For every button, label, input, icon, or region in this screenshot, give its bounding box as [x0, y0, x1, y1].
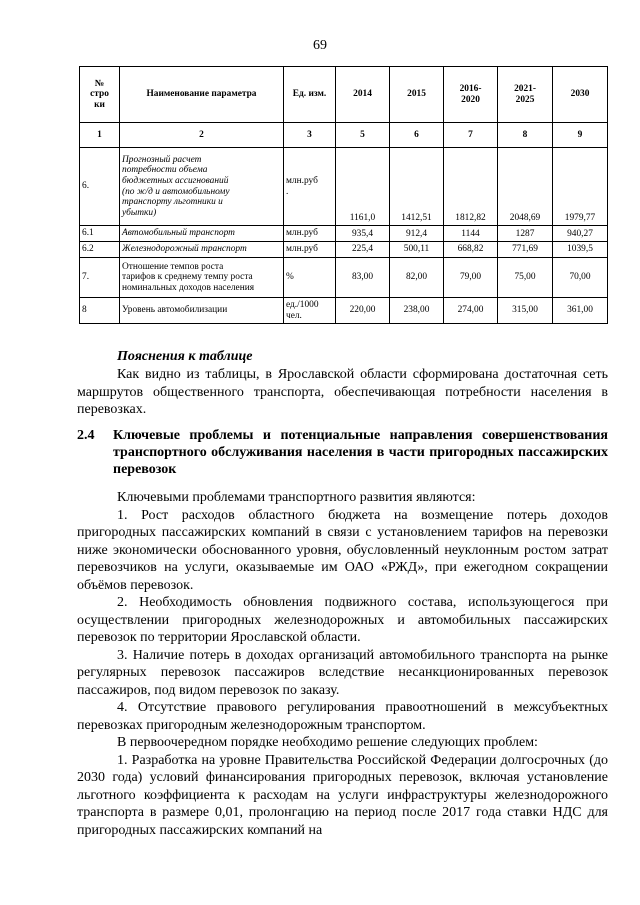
row-name: Уровень автомобилизации — [120, 298, 284, 324]
parameters-table — [79, 66, 608, 324]
value-2015: 82,00 — [390, 258, 444, 298]
page-number: 69 — [313, 38, 327, 53]
paragraph: 1. Разработка на уровне Правительства Российской Федерации долгосрочных (до 2030 года) условий финансирования пригородных перевозок, включая установление льготного коэффициента к расходам на услуги инфраструктуры железнодорожного транспорта в размере 0,01, пролонгацию на период после 2017 года ставки НДС для пригородных пассажирских компаний на — [77, 752, 608, 838]
value-2015: 500,11 — [390, 242, 444, 258]
column-number: 2 — [120, 123, 284, 148]
header-name: Наименование параметра — [120, 67, 284, 123]
value-2030: 70,00 — [553, 258, 608, 298]
table-row — [80, 298, 608, 324]
value-2014: 935,4 — [336, 226, 390, 242]
value-2015: 912,4 — [390, 226, 444, 242]
header-2021-2025: 2021- 2025 — [498, 67, 553, 123]
row-name: Железнодорожный транспорт — [120, 242, 284, 258]
paragraph: В первоочередном порядке необходимо решение следующих проблем: — [117, 735, 538, 750]
value-2030: 940,27 — [553, 226, 608, 242]
column-number: 5 — [336, 123, 390, 148]
row-number: 8 — [80, 298, 120, 324]
value-2030: 361,00 — [553, 298, 608, 324]
row-number: 7. — [80, 258, 120, 298]
value-2030: 1979,77 — [553, 148, 608, 226]
body-text — [77, 489, 608, 839]
row-number: 6.1 — [80, 226, 120, 242]
value-2021-2025: 771,69 — [498, 242, 553, 258]
value-2015: 1412,51 — [390, 148, 444, 226]
row-name: Прогнозный расчет потребности объема бюджетных ассигнований (по ж/д и автомобильному транспорту льготники и убытки) — [120, 148, 284, 226]
value-2016-2020: 274,00 — [444, 298, 498, 324]
column-number: 3 — [284, 123, 336, 148]
value-2021-2025: 2048,69 — [498, 148, 553, 226]
row-unit: млн.руб — [284, 226, 336, 242]
value-2021-2025: 315,00 — [498, 298, 553, 324]
value-2016-2020: 668,82 — [444, 242, 498, 258]
notes-heading: Пояснения к таблице — [117, 349, 253, 364]
column-number: 8 — [498, 123, 553, 148]
column-number: 9 — [553, 123, 608, 148]
row-unit: млн.руб . — [284, 148, 336, 226]
paragraph: 4. Отсутствие правового регулирования правоотношений в межсубъектных перевозках пригородным железнодорожным транспортом. — [77, 700, 608, 733]
value-2016-2020: 79,00 — [444, 258, 498, 298]
notes-paragraph: Как видно из таблицы, в Ярославской области сформирована достаточная сеть маршрутов общественного транспорта, обеспечивающая потребности населения в перевозках. — [77, 367, 608, 417]
value-2014: 83,00 — [336, 258, 390, 298]
value-2030: 1039,5 — [553, 242, 608, 258]
header-2030: 2030 — [553, 67, 608, 123]
row-name: Автомобильный транспорт — [120, 226, 284, 242]
column-number: 1 — [80, 123, 120, 148]
header-unit: Ед. изм. — [284, 67, 336, 123]
value-2014: 220,00 — [336, 298, 390, 324]
table-row — [80, 148, 608, 226]
row-unit: млн.руб — [284, 242, 336, 258]
paragraph: 1. Рост расходов областного бюджета на возмещение потерь доходов пригородных пассажирских компаний в связи с установлением тарифов на перевозки ниже экономически обоснованного уровня, обусловленный неуклонным ростом затрат перевозчиков на услуги, оказываемые им ОАО «РЖД», при ежегодном сокращении объёмов перевозок. — [77, 507, 608, 593]
column-number: 6 — [390, 123, 444, 148]
section-heading — [77, 427, 608, 478]
header-row-no: № стро ки — [80, 67, 120, 123]
table-row — [80, 226, 608, 242]
header-2014: 2014 — [336, 67, 390, 123]
paragraph: 2. Необходимость обновления подвижного состава, использующегося при осуществлении пригородных железнодорожных и автомобильных пассажирских перевозок по территории Ярославской области. — [77, 595, 608, 645]
row-unit: % — [284, 258, 336, 298]
value-2021-2025: 75,00 — [498, 258, 553, 298]
paragraph: 3. Наличие потерь в доходах организаций автомобильного транспорта на рынке регулярных перевозок пассажиров вследствие несанкционированных перевозок пассажиров, под видом перевозок по заказу. — [77, 647, 608, 698]
notes-block — [77, 366, 608, 419]
row-number: 6.2 — [80, 242, 120, 258]
value-2016-2020: 1812,82 — [444, 148, 498, 226]
table-header-row — [80, 67, 608, 123]
row-number: 6. — [80, 148, 120, 226]
section-number: 2.4 — [77, 428, 95, 443]
row-unit: ед./1000 чел. — [284, 298, 336, 324]
section-title: Ключевые проблемы и потенциальные направления совершенствования транспортного обслуживания населения в части пригородных пассажирских перевозок — [113, 428, 608, 477]
value-2016-2020: 1144 — [444, 226, 498, 242]
value-2014: 1161,0 — [336, 148, 390, 226]
row-name: Отношение темпов роста тарифов к среднему темпу роста номинальных доходов населения — [120, 258, 284, 298]
table-row — [80, 242, 608, 258]
value-2021-2025: 1287 — [498, 226, 553, 242]
header-2015: 2015 — [390, 67, 444, 123]
paragraph: Ключевыми проблемами транспортного развития являются: — [117, 490, 476, 505]
column-number: 7 — [444, 123, 498, 148]
header-2016-2020: 2016- 2020 — [444, 67, 498, 123]
value-2015: 238,00 — [390, 298, 444, 324]
column-numbers-row — [80, 123, 608, 148]
table-row — [80, 258, 608, 298]
value-2014: 225,4 — [336, 242, 390, 258]
